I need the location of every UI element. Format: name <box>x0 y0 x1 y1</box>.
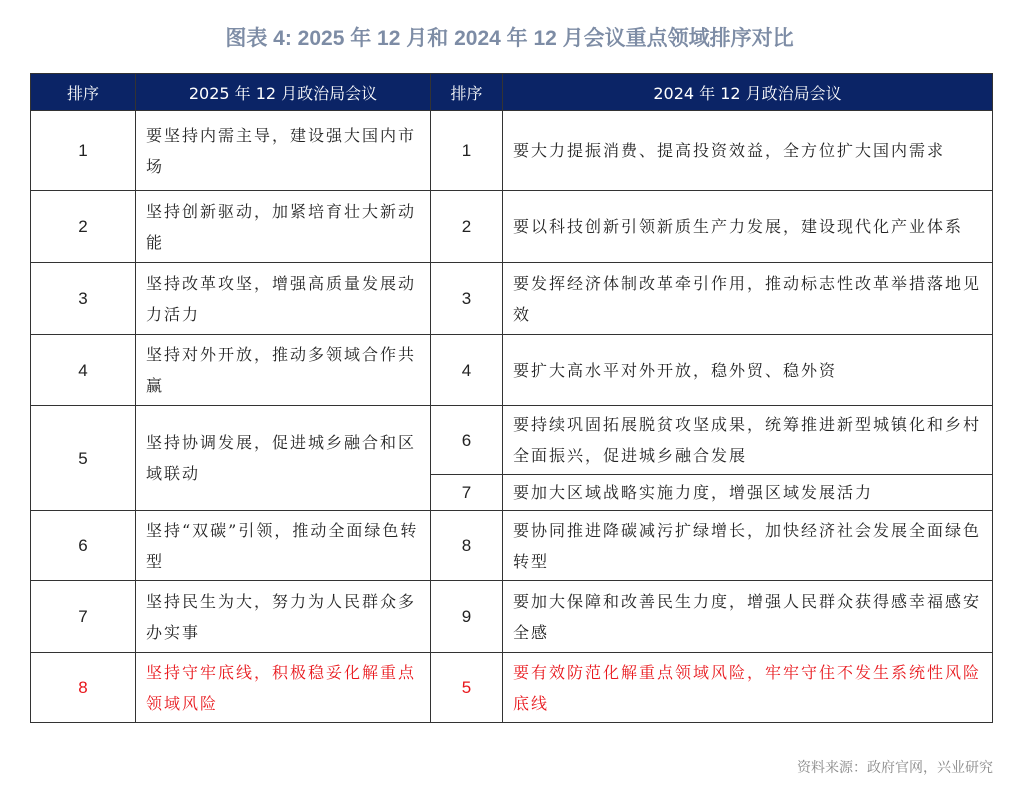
item-2025: 坚持民生为大，努力为人民群众多办实事 <box>136 581 431 653</box>
item-2025: 坚持创新驱动，加紧培育壮大新动能 <box>136 191 431 263</box>
rank-2025: 5 <box>31 406 136 511</box>
table-row <box>31 406 993 475</box>
item-2025: 要坚持内需主导，建设强大国内市场 <box>136 111 431 191</box>
rank-2024: 7 <box>431 475 503 511</box>
rank-2024: 8 <box>431 511 503 581</box>
rank-2025: 3 <box>31 263 136 335</box>
item-2024: 要扩大高水平对外开放，稳外贸、稳外资 <box>503 335 993 406</box>
rank-2025: 2 <box>31 191 136 263</box>
table-row <box>31 581 993 653</box>
item-2024: 要持续巩固拓展脱贫攻坚成果，统筹推进新型城镇化和乡村全面振兴，促进城乡融合发展 <box>503 406 993 475</box>
header-2024: 2024 年 12 月政治局会议 <box>503 74 993 111</box>
rank-2025: 1 <box>31 111 136 191</box>
rank-2025: 8 <box>31 653 136 723</box>
rank-2025: 7 <box>31 581 136 653</box>
table-row <box>31 263 993 335</box>
table-row <box>31 111 993 191</box>
table-row <box>31 335 993 406</box>
item-2024: 要大力提振消费、提高投资效益，全方位扩大国内需求 <box>503 111 993 191</box>
rank-2024: 1 <box>431 111 503 191</box>
table-row <box>31 511 993 581</box>
header-2025: 2025 年 12 月政治局会议 <box>136 74 431 111</box>
source-note: 资料来源：政府官网，兴业研究 <box>797 760 993 776</box>
rank-2024: 9 <box>431 581 503 653</box>
figure-title: 图表 4: 2025 年 12 月和 2024 年 12 月会议重点领域排序对比 <box>225 27 794 50</box>
rank-2024: 3 <box>431 263 503 335</box>
item-2024: 要加大保障和改善民生力度，增强人民群众获得感幸福感安全感 <box>503 581 993 653</box>
item-2025: 坚持改革攻坚，增强高质量发展动力活力 <box>136 263 431 335</box>
item-2024: 要以科技创新引领新质生产力发展，建设现代化产业体系 <box>503 191 993 263</box>
item-2024: 要加大区域战略实施力度，增强区域发展活力 <box>503 475 993 511</box>
item-2025: 坚持守牢底线，积极稳妥化解重点领域风险 <box>136 653 431 723</box>
item-2025: 坚持协调发展，促进城乡融合和区域联动 <box>136 406 431 511</box>
rank-2024: 6 <box>431 406 503 475</box>
item-2025: 坚持对外开放，推动多领域合作共赢 <box>136 335 431 406</box>
item-2024: 要有效防范化解重点领域风险，牢牢守住不发生系统性风险底线 <box>503 653 993 723</box>
rank-2024: 4 <box>431 335 503 406</box>
item-2025: 坚持“双碳”引领，推动全面绿色转型 <box>136 511 431 581</box>
table-row <box>31 191 993 263</box>
rank-2025: 4 <box>31 335 136 406</box>
rank-2025: 6 <box>31 511 136 581</box>
rank-2024: 5 <box>431 653 503 723</box>
header-row <box>31 74 993 111</box>
item-2024: 要发挥经济体制改革牵引作用，推动标志性改革举措落地见效 <box>503 263 993 335</box>
comparison-table <box>30 73 993 723</box>
item-2024: 要协同推进降碳减污扩绿增长，加快经济社会发展全面绿色转型 <box>503 511 993 581</box>
rank-2024: 2 <box>431 191 503 263</box>
header-rank-2025: 排序 <box>31 74 136 111</box>
header-rank-2024: 排序 <box>431 74 503 111</box>
table-row-highlighted <box>31 653 993 723</box>
